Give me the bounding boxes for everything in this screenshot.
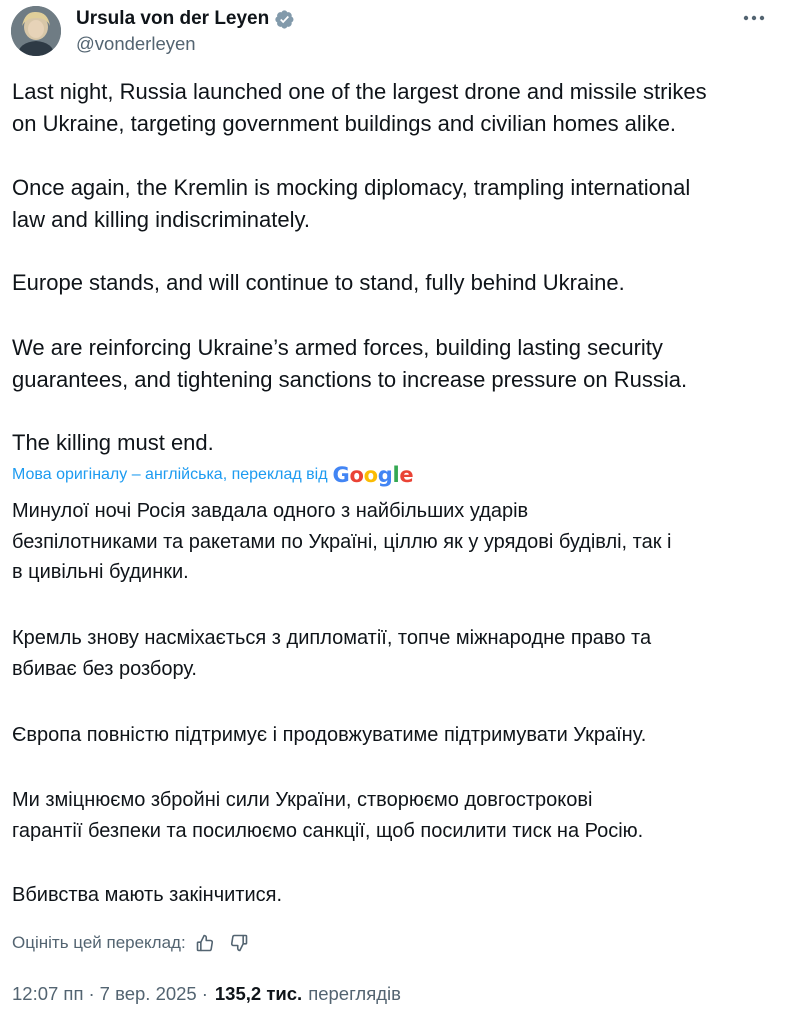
text-line: гарантії безпеки та посилюємо санкції, щоб посилити тиск на Росію. [12, 819, 644, 842]
verified-badge-icon[interactable] [274, 9, 295, 30]
meta-separator: · [88, 983, 95, 1004]
text-line: безпілотниками та ракетами по Україні, ціллю як у урядові будівлі, так і [12, 530, 672, 553]
text-line: law and killing indiscriminately. [12, 206, 310, 232]
translated-paragraph-2 [12, 623, 782, 684]
user-avatar-photo-icon [11, 6, 61, 56]
original-paragraph-1 [12, 76, 782, 139]
text-line: Last night, Russia launched one of the largest drone and missile strikes [12, 79, 707, 104]
tweet-header [0, 0, 797, 62]
text-line: The killing must end. [12, 430, 214, 455]
text-line: Вбивства мають закінчитися. [12, 884, 283, 906]
translation-note-link[interactable] [12, 463, 413, 487]
translated-paragraph-1 [12, 496, 782, 588]
author-avatar[interactable] [11, 6, 61, 56]
text-line: Кремль знову насміхається з дипломатії, топче міжнародне право та [12, 627, 652, 649]
text-line: Ми зміцнюємо збройні сили України, створюємо довгострокові [12, 789, 593, 811]
thumbs-down-icon[interactable] [226, 930, 252, 956]
author-handle[interactable]: @vonderleyen [76, 33, 196, 54]
tweet-time[interactable]: 12:07 пп [12, 983, 84, 1004]
rate-translation-row [12, 930, 252, 956]
translation-note-label: Мова оригіналу – англійська, переклад від [12, 466, 328, 483]
rate-translation-label: Оцініть цей переклад: [12, 933, 186, 952]
text-line: Europe stands, and will continue to stand, fully behind Ukraine. [12, 270, 625, 295]
original-paragraph-4 [12, 332, 782, 395]
author-name-row [76, 7, 295, 31]
text-line: в цивільні будинки. [12, 561, 189, 583]
translated-paragraph-3 [12, 720, 782, 751]
text-line: on Ukraine, targeting government buildings and civilian homes alike. [12, 110, 677, 136]
text-line: We are reinforcing Ukraine’s armed forces, building lasting security [12, 335, 663, 360]
author-name[interactable]: Ursula von der Leyen [76, 8, 270, 29]
text-line: Минулої ночі Росія завдала одного з найбільших ударів [12, 500, 529, 522]
original-paragraph-5 [12, 427, 782, 459]
tweet-date[interactable]: 7 вер. 2025 [99, 983, 197, 1004]
original-paragraph-2 [12, 172, 782, 235]
text-line: guarantees, and tightening sanctions to increase pressure on Russia. [12, 366, 688, 392]
translated-paragraph-5 [12, 880, 782, 911]
text-line: Once again, the Kremlin is mocking diplomacy, trampling international [12, 175, 691, 200]
google-logo: Google [332, 463, 414, 487]
thumbs-up-icon[interactable] [192, 930, 218, 956]
more-horizontal-icon[interactable] [740, 6, 768, 30]
original-paragraph-3 [12, 267, 782, 299]
tweet-meta-row [12, 983, 401, 1005]
text-line: вбиває без розбору. [12, 657, 197, 680]
views-count: 135,2 тис. [214, 983, 303, 1004]
meta-separator: · [201, 983, 208, 1004]
translated-paragraph-4 [12, 785, 782, 846]
views-label: переглядів [308, 983, 401, 1004]
text-line: Європа повністю підтримує і продовжуватиме підтримувати Україну. [12, 724, 647, 746]
